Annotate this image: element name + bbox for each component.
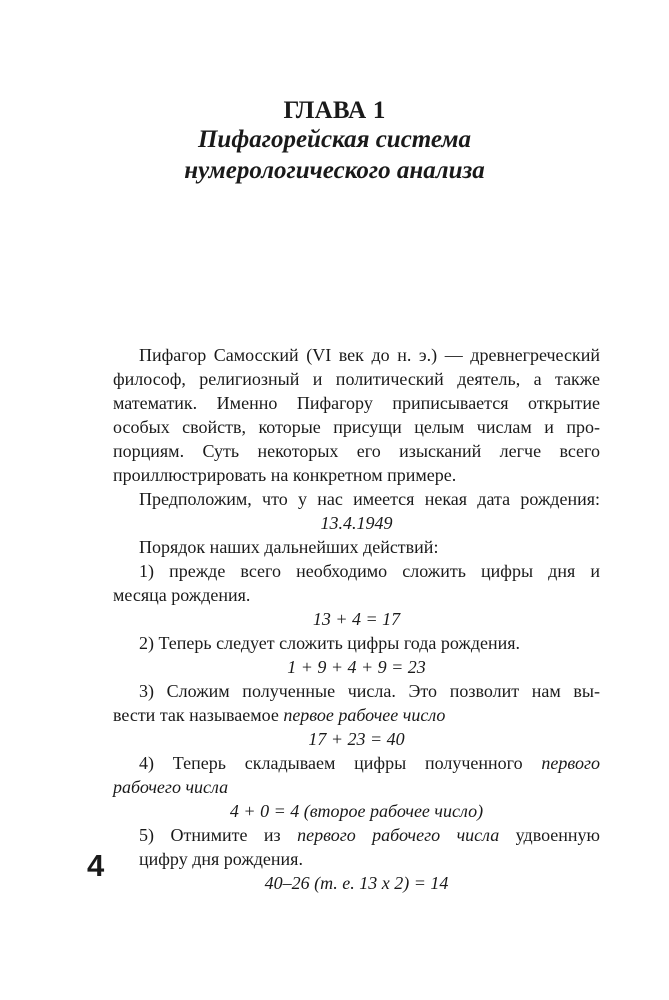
step-3-formula: 17 + 23 = 40 bbox=[308, 729, 405, 749]
step-2-line-1: 2) Теперь следует сложить цифры года рождения. bbox=[139, 633, 521, 653]
paragraph-2-line-1: Предположим, что у нас имеется некая дата рождения: bbox=[139, 489, 600, 509]
step-2-formula: 1 + 9 + 4 + 9 = 23 bbox=[287, 657, 426, 677]
step-3-line-2 bbox=[113, 703, 600, 727]
step-3-line-2-italic: первое рабочее число bbox=[283, 705, 446, 725]
step-4-formula: 4 + 0 = 4 (второе рабочее число) bbox=[229, 801, 484, 821]
step-5-line-1 bbox=[113, 823, 600, 847]
step-3-line-1: 3) Сложим полученные числа. Это позволит нам вы- bbox=[139, 681, 600, 701]
step-3-line-2-text: вести так называемое bbox=[113, 705, 284, 725]
chapter-title bbox=[0, 124, 669, 186]
step-1-formula: 13 + 4 = 17 bbox=[312, 609, 401, 629]
step-5-line-1-italic: первого рабочего числа bbox=[297, 825, 500, 845]
paragraph-3-line-1: Порядок наших дальнейших действий: bbox=[139, 537, 439, 557]
paragraph-1-line-3: математик. Именно Пифагору приписывается открытие bbox=[113, 393, 600, 413]
paragraph-1-line-2: философ, религиозный и политический деятель, а также bbox=[113, 369, 600, 389]
chapter-title-line-1: Пифагорейская система bbox=[197, 126, 472, 153]
paragraph-1-line-4: особых свойств, которые присущи целым числам и про- bbox=[113, 417, 600, 437]
body-text bbox=[113, 343, 600, 895]
step-5-line-1-suffix: удвоенную bbox=[499, 825, 600, 845]
step-1-line-1: 1) прежде всего необходимо сложить цифры дня и bbox=[139, 561, 600, 581]
birth-date-example: 13.4.1949 bbox=[320, 513, 393, 533]
step-4-line-1 bbox=[113, 751, 600, 775]
step-4-line-1-italic: первого bbox=[541, 753, 600, 773]
step-4-line-2: рабочего числа bbox=[113, 777, 229, 797]
step-5-line-2: цифру дня рождения. bbox=[139, 849, 303, 869]
step-5-line-1-text: 5) Отнимите из bbox=[139, 825, 298, 845]
paragraph-1-line-5: порциям. Суть некоторых его изысканий легче всего bbox=[113, 441, 600, 461]
paragraph-1-line-6: проиллюстрировать на конкретном примере. bbox=[113, 465, 457, 485]
step-4-line-1-text: 4) Теперь складываем цифры полученного bbox=[139, 753, 542, 773]
paragraph-1-line-1: Пифагор Самосский (VI век до н. э.) — древнегреческий bbox=[139, 345, 600, 365]
chapter-label: ГЛАВА 1 bbox=[283, 97, 386, 124]
step-5-formula: 40–26 (т. е. 13 x 2) = 14 bbox=[264, 873, 449, 893]
page-number: 4 bbox=[87, 848, 105, 883]
chapter-title-line-2: нумерологического анализа bbox=[184, 157, 485, 184]
step-1-line-2: месяца рождения. bbox=[113, 585, 251, 605]
